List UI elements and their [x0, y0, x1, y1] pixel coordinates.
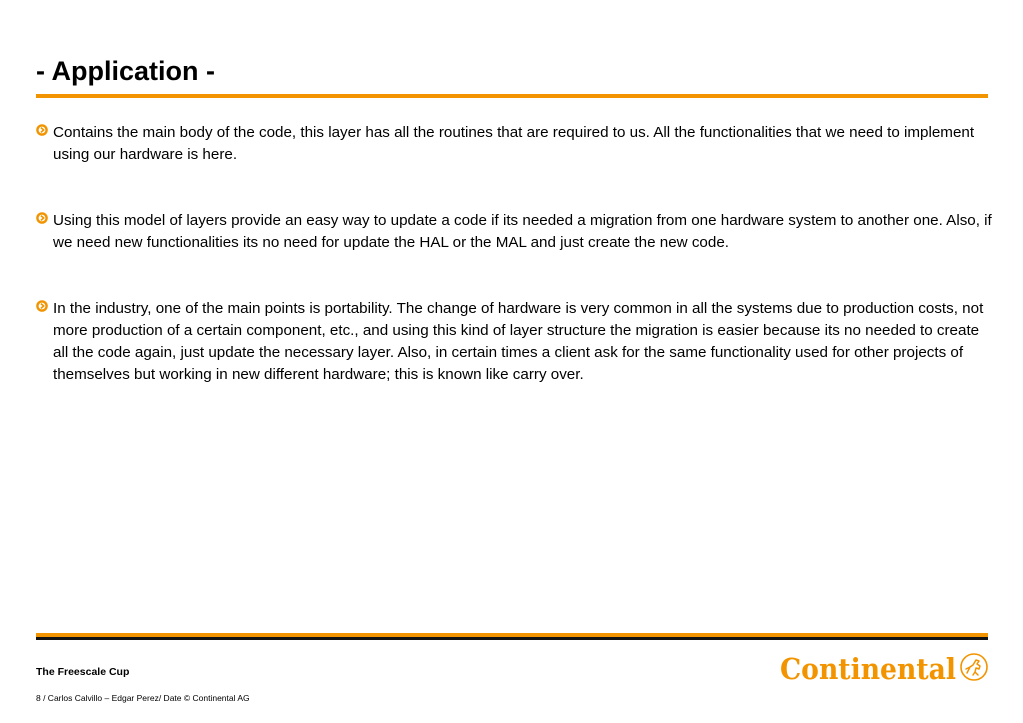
footer-rule-black: [36, 637, 988, 640]
bullet-text: Using this model of layers provide an easy way to update a code if its needed a migration from one hardware system to another one. Also, if we need new functionalities its no need for update the HAL or the MAL and just create the new code.: [53, 212, 992, 251]
continental-logo: [780, 648, 992, 693]
horse-emblem-icon: [961, 654, 987, 680]
footer-meta: 8 / Carlos Calvillo – Edgar Perez/ Date © Continental AG: [36, 693, 250, 703]
circle-chevron-icon: [36, 300, 48, 312]
title-underline: [36, 94, 988, 98]
logo-wordmark: Continental: [780, 652, 956, 686]
bullet-text: In the industry, one of the main points is portability. The change of hardware is very common in all the systems due to production costs, not more production of a certain component, etc., and using this kind of layer structure the migration is easier because its no needed to create all the code again, just update the necessary layer. Also, in certain times a client ask for the same functionality used for other projects of themselves but working in new different hardware; this is known like carry over.: [53, 300, 984, 383]
circle-chevron-icon: [36, 212, 48, 224]
footer-title: The Freescale Cup: [36, 666, 130, 678]
slide-title: - Application -: [36, 56, 215, 86]
bullet-text: Contains the main body of the code, this layer has all the routines that are required to us. All the functionalities that we need to implement using our hardware is here.: [53, 124, 975, 163]
circle-chevron-icon: [36, 124, 48, 136]
